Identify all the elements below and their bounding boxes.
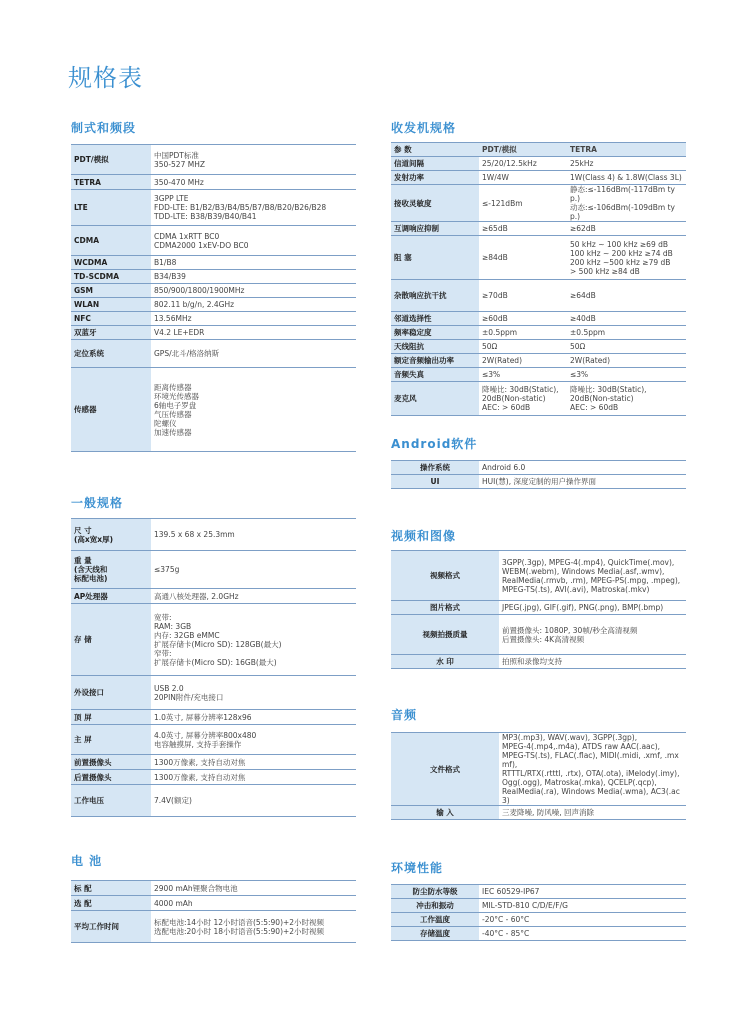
android-table (391, 460, 686, 489)
section-title-modes: 制式和频段 (71, 121, 137, 135)
row-value: ≤3% (479, 368, 567, 382)
row-key: 发射功率 (391, 171, 479, 185)
row-value: 850/900/1800/1900MHz (151, 284, 356, 298)
row-value: 3GPP LTE FDD-LTE: B1/B2/B3/B4/B5/B7/B8/B20/B26/B28 TDD-LTE: B38/B39/B40/B41 (151, 190, 356, 226)
row-key: 天线阻抗 (391, 340, 479, 354)
row-value: 1.0英寸, 屏幕分辨率128x96 (151, 710, 356, 725)
row-value: 中国PDT标准 350-527 MHZ (151, 145, 356, 175)
row-key: 输 入 (391, 806, 499, 820)
row-key: 视频拍摄质量 (391, 615, 499, 655)
row-value: MP3(.mp3), WAV(.wav), 3GPP(.3gp), MPEG-4(.mp4,.m4a), ATDS raw AAC(.aac), MPEG-TS(.ts), FLAC(.flac), MIDI(.midi, .xmf, .mxmf), RTTTL/RTX(.rtttl, .rtx), OTA(.ota), iMelody(.imy), Ogg(.ogg), Matroska(.mka), QCELP(.qcp), RealMedia(.ra), Windows Media(.wma), AC3(.ac3) (499, 733, 686, 806)
row-key: 工作温度 (391, 913, 479, 927)
row-key: 定位系统 (71, 340, 151, 368)
row-key: 传感器 (71, 368, 151, 452)
row-key: 音频失真 (391, 368, 479, 382)
row-value: 距离传感器 环境光传感器 6轴电子罗盘 气压传感器 陀螺仪 加速传感器 (151, 368, 356, 452)
row-key: PDT/模拟 (71, 145, 151, 175)
section-title-general: 一般规格 (71, 496, 124, 510)
row-key: 信道间隔 (391, 157, 479, 171)
section-title-transceiver: 收发机规格 (391, 121, 457, 135)
header-tetra: TETRA (567, 143, 686, 157)
section-title-battery: 电 池 (71, 854, 103, 868)
row-value: 350-470 MHz (151, 175, 356, 190)
row-value: 139.5 x 68 x 25.3mm (151, 519, 356, 551)
row-key: 工作电压 (71, 785, 151, 817)
row-value: B1/B8 (151, 256, 356, 270)
row-value: ≥84dB (479, 236, 567, 280)
row-key: 选 配 (71, 896, 151, 911)
row-value: 降噪比: 30dB(Static), 20dB(Non-static) AEC: > 60dB (567, 382, 686, 416)
row-key: 存储温度 (391, 927, 479, 941)
row-key: TETRA (71, 175, 151, 190)
row-value: 前置摄像头: 1080P, 30帧/秒全高清视频 后置摄像头: 4K高清视频 (499, 615, 686, 655)
row-value: -20°C - 60°C (479, 913, 686, 927)
header-pdt: PDT/模拟 (479, 143, 567, 157)
row-key: 平均工作时间 (71, 911, 151, 943)
section-title-video: 视频和图像 (391, 529, 457, 543)
row-key: 水 印 (391, 655, 499, 669)
row-key: 前置摄像头 (71, 755, 151, 770)
row-value: Android 6.0 (479, 461, 686, 475)
row-value: 4.0英寸, 屏幕分辨率800x480 电容触摸屏, 支持手套操作 (151, 725, 356, 755)
row-key: WCDMA (71, 256, 151, 270)
row-value: ≥65dB (479, 222, 567, 236)
row-value: 1300万像素, 支持自动对焦 (151, 770, 356, 785)
row-key: AP处理器 (71, 589, 151, 604)
row-value: ≥64dB (567, 280, 686, 312)
row-value: 7.4V(额定) (151, 785, 356, 817)
row-key: 文件格式 (391, 733, 499, 806)
row-value: GPS/北斗/格洛纳斯 (151, 340, 356, 368)
row-key: 互调响应抑制 (391, 222, 479, 236)
row-key: NFC (71, 312, 151, 326)
row-value: JPEG(.jpg), GIF(.gif), PNG(.png), BMP(.bmp) (499, 601, 686, 615)
row-value: CDMA 1xRTT BC0 CDMA2000 1xEV-DO BC0 (151, 226, 356, 256)
row-value: 三麦降噪, 防风噪, 回声消除 (499, 806, 686, 820)
row-key: 尺 寸 (高x宽x厚) (71, 519, 151, 551)
row-key: 视频格式 (391, 551, 499, 601)
row-key: 标 配 (71, 881, 151, 896)
row-value: ≥62dB (567, 222, 686, 236)
row-key: 外设接口 (71, 676, 151, 710)
row-key: 麦克风 (391, 382, 479, 416)
section-title-environment: 环境性能 (391, 861, 444, 875)
row-value: ≥60dB (479, 312, 567, 326)
general-table (71, 518, 356, 817)
row-value: 静态:≤-116dBm(-117dBm typ.) 动态:≤-106dBm(-109dBm typ.) (567, 185, 686, 222)
audio-table (391, 732, 686, 820)
row-value: 4000 mAh (151, 896, 356, 911)
section-title-android: Android软件 (391, 437, 478, 451)
row-value: 13.56MHz (151, 312, 356, 326)
row-value: ≤375g (151, 551, 356, 589)
row-key: CDMA (71, 226, 151, 256)
row-value: 标配电池:14小时 12小时语音(5:5:90)+2小时视频 选配电池:20小时 18小时语音(5:5:90)+2小时视频 (151, 911, 356, 943)
row-key: TD-SCDMA (71, 270, 151, 284)
row-key: 主 屏 (71, 725, 151, 755)
row-value: B34/B39 (151, 270, 356, 284)
row-value: 1W(Class 4) & 1.8W(Class 3L) (567, 171, 686, 185)
row-value: ±0.5ppm (567, 326, 686, 340)
row-key: 存 储 (71, 604, 151, 676)
row-value: 3GPP(.3gp), MPEG-4(.mp4), QuickTime(.mov), WEBM(.webm), Windows Media(.asf,.wmv), RealMedia(.rmvb, .rm), MPEG-PS(.mpg, .mpeg), MPEG-TS(.ts), AVI(.avi), Matroska(.mkv) (499, 551, 686, 601)
row-key: LTE (71, 190, 151, 226)
row-value: 50 kHz ~ 100 kHz ≥69 dB 100 kHz ~ 200 kHz ≥74 dB 200 kHz ~500 kHz ≥79 dB > 500 kHz ≥84 dB (567, 236, 686, 280)
row-value: MIL-STD-810 C/D/E/F/G (479, 899, 686, 913)
row-value: ≥70dB (479, 280, 567, 312)
row-key: 杂散响应抗干扰 (391, 280, 479, 312)
page-title: 规格表 (68, 64, 143, 92)
row-value: 宽带: RAM: 3GB 内存: 32GB eMMC 扩展存储卡(Micro SD): 128GB(最大) 窄带: 扩展存储卡(Micro SD): 16GB(最大) (151, 604, 356, 676)
row-key: 操作系统 (391, 461, 479, 475)
row-key: 防尘防水等级 (391, 885, 479, 899)
row-key: 频率稳定度 (391, 326, 479, 340)
row-value: 高通八核处理器, 2.0GHz (151, 589, 356, 604)
environment-table (391, 884, 686, 941)
row-value: V4.2 LE+EDR (151, 326, 356, 340)
row-key: 额定音频输出功率 (391, 354, 479, 368)
row-key: WLAN (71, 298, 151, 312)
row-value: 拍照和录像均支持 (499, 655, 686, 669)
row-value: 50Ω (567, 340, 686, 354)
row-key: 重 量 (含天线和 标配电池) (71, 551, 151, 589)
row-key: 冲击和振动 (391, 899, 479, 913)
video-table (391, 550, 686, 669)
row-value: 2W(Rated) (567, 354, 686, 368)
row-key: UI (391, 475, 479, 489)
row-key: GSM (71, 284, 151, 298)
row-value: IEC 60529-IP67 (479, 885, 686, 899)
row-value: ≤-121dBm (479, 185, 567, 222)
row-value: 50Ω (479, 340, 567, 354)
row-value: ±0.5ppm (479, 326, 567, 340)
modes-table (71, 144, 356, 452)
section-title-audio: 音频 (391, 708, 418, 722)
row-value: ≤3% (567, 368, 686, 382)
row-key: 顶 屏 (71, 710, 151, 725)
row-value: 2900 mAh锂聚合物电池 (151, 881, 356, 896)
row-value: 802.11 b/g/n, 2.4GHz (151, 298, 356, 312)
row-value: HUI(慧), 深度定制的用户操作界面 (479, 475, 686, 489)
row-value: 25/20/12.5kHz (479, 157, 567, 171)
row-value: 1W/4W (479, 171, 567, 185)
row-value: 1300万像素, 支持自动对焦 (151, 755, 356, 770)
row-key: 后置摄像头 (71, 770, 151, 785)
row-key: 阻 塞 (391, 236, 479, 280)
row-value: 2W(Rated) (479, 354, 567, 368)
row-value: USB 2.0 20PIN附件/充电接口 (151, 676, 356, 710)
battery-table (71, 880, 356, 943)
row-value: 25kHz (567, 157, 686, 171)
row-value: 降噪比: 30dB(Static), 20dB(Non-static) AEC: > 60dB (479, 382, 567, 416)
row-key: 图片格式 (391, 601, 499, 615)
header-param: 参 数 (391, 143, 479, 157)
row-key: 接收灵敏度 (391, 185, 479, 222)
transceiver-table (391, 142, 686, 416)
row-value: -40°C - 85°C (479, 927, 686, 941)
row-value: ≥40dB (567, 312, 686, 326)
row-key: 邻道选择性 (391, 312, 479, 326)
row-key: 双蓝牙 (71, 326, 151, 340)
